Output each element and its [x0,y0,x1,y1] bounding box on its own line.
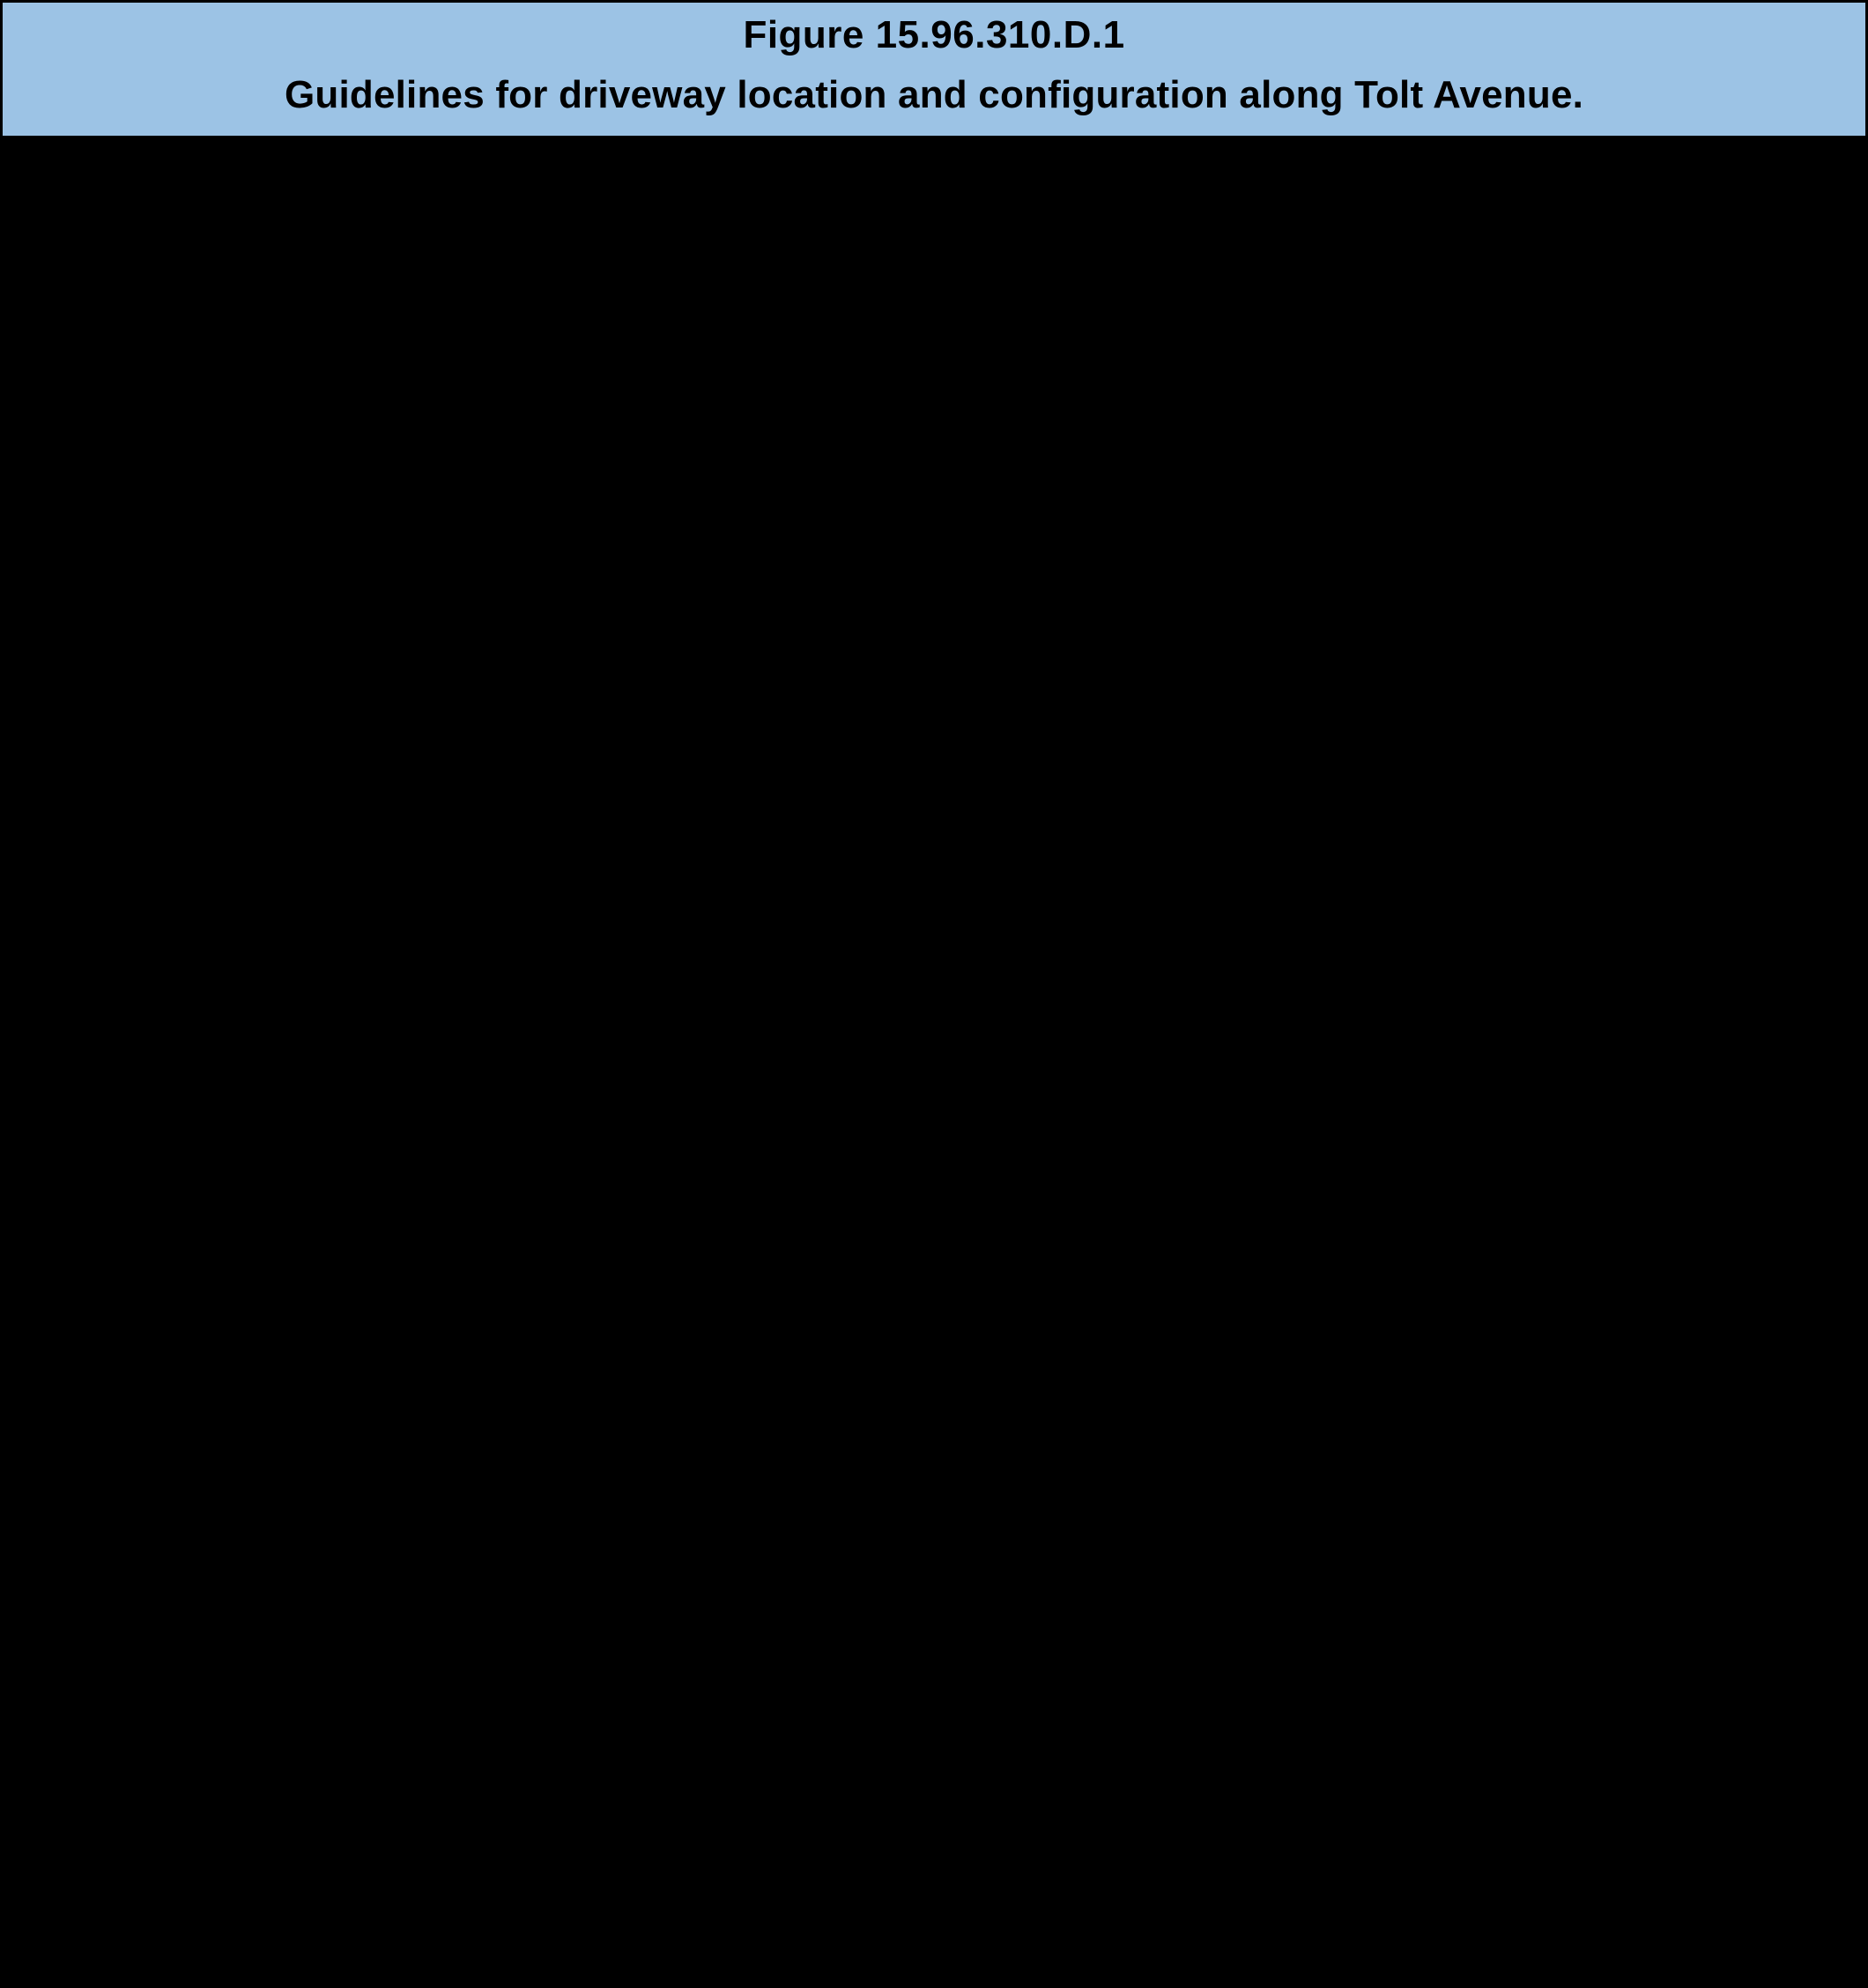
figure-caption: Guidelines for driveway location and configuration along Tolt Avenue. [284,72,1584,116]
figure-header [3,3,1865,138]
figure-number: Figure 15.96.310.D.1 [743,13,1125,56]
figure-image-area [3,164,1865,1985]
